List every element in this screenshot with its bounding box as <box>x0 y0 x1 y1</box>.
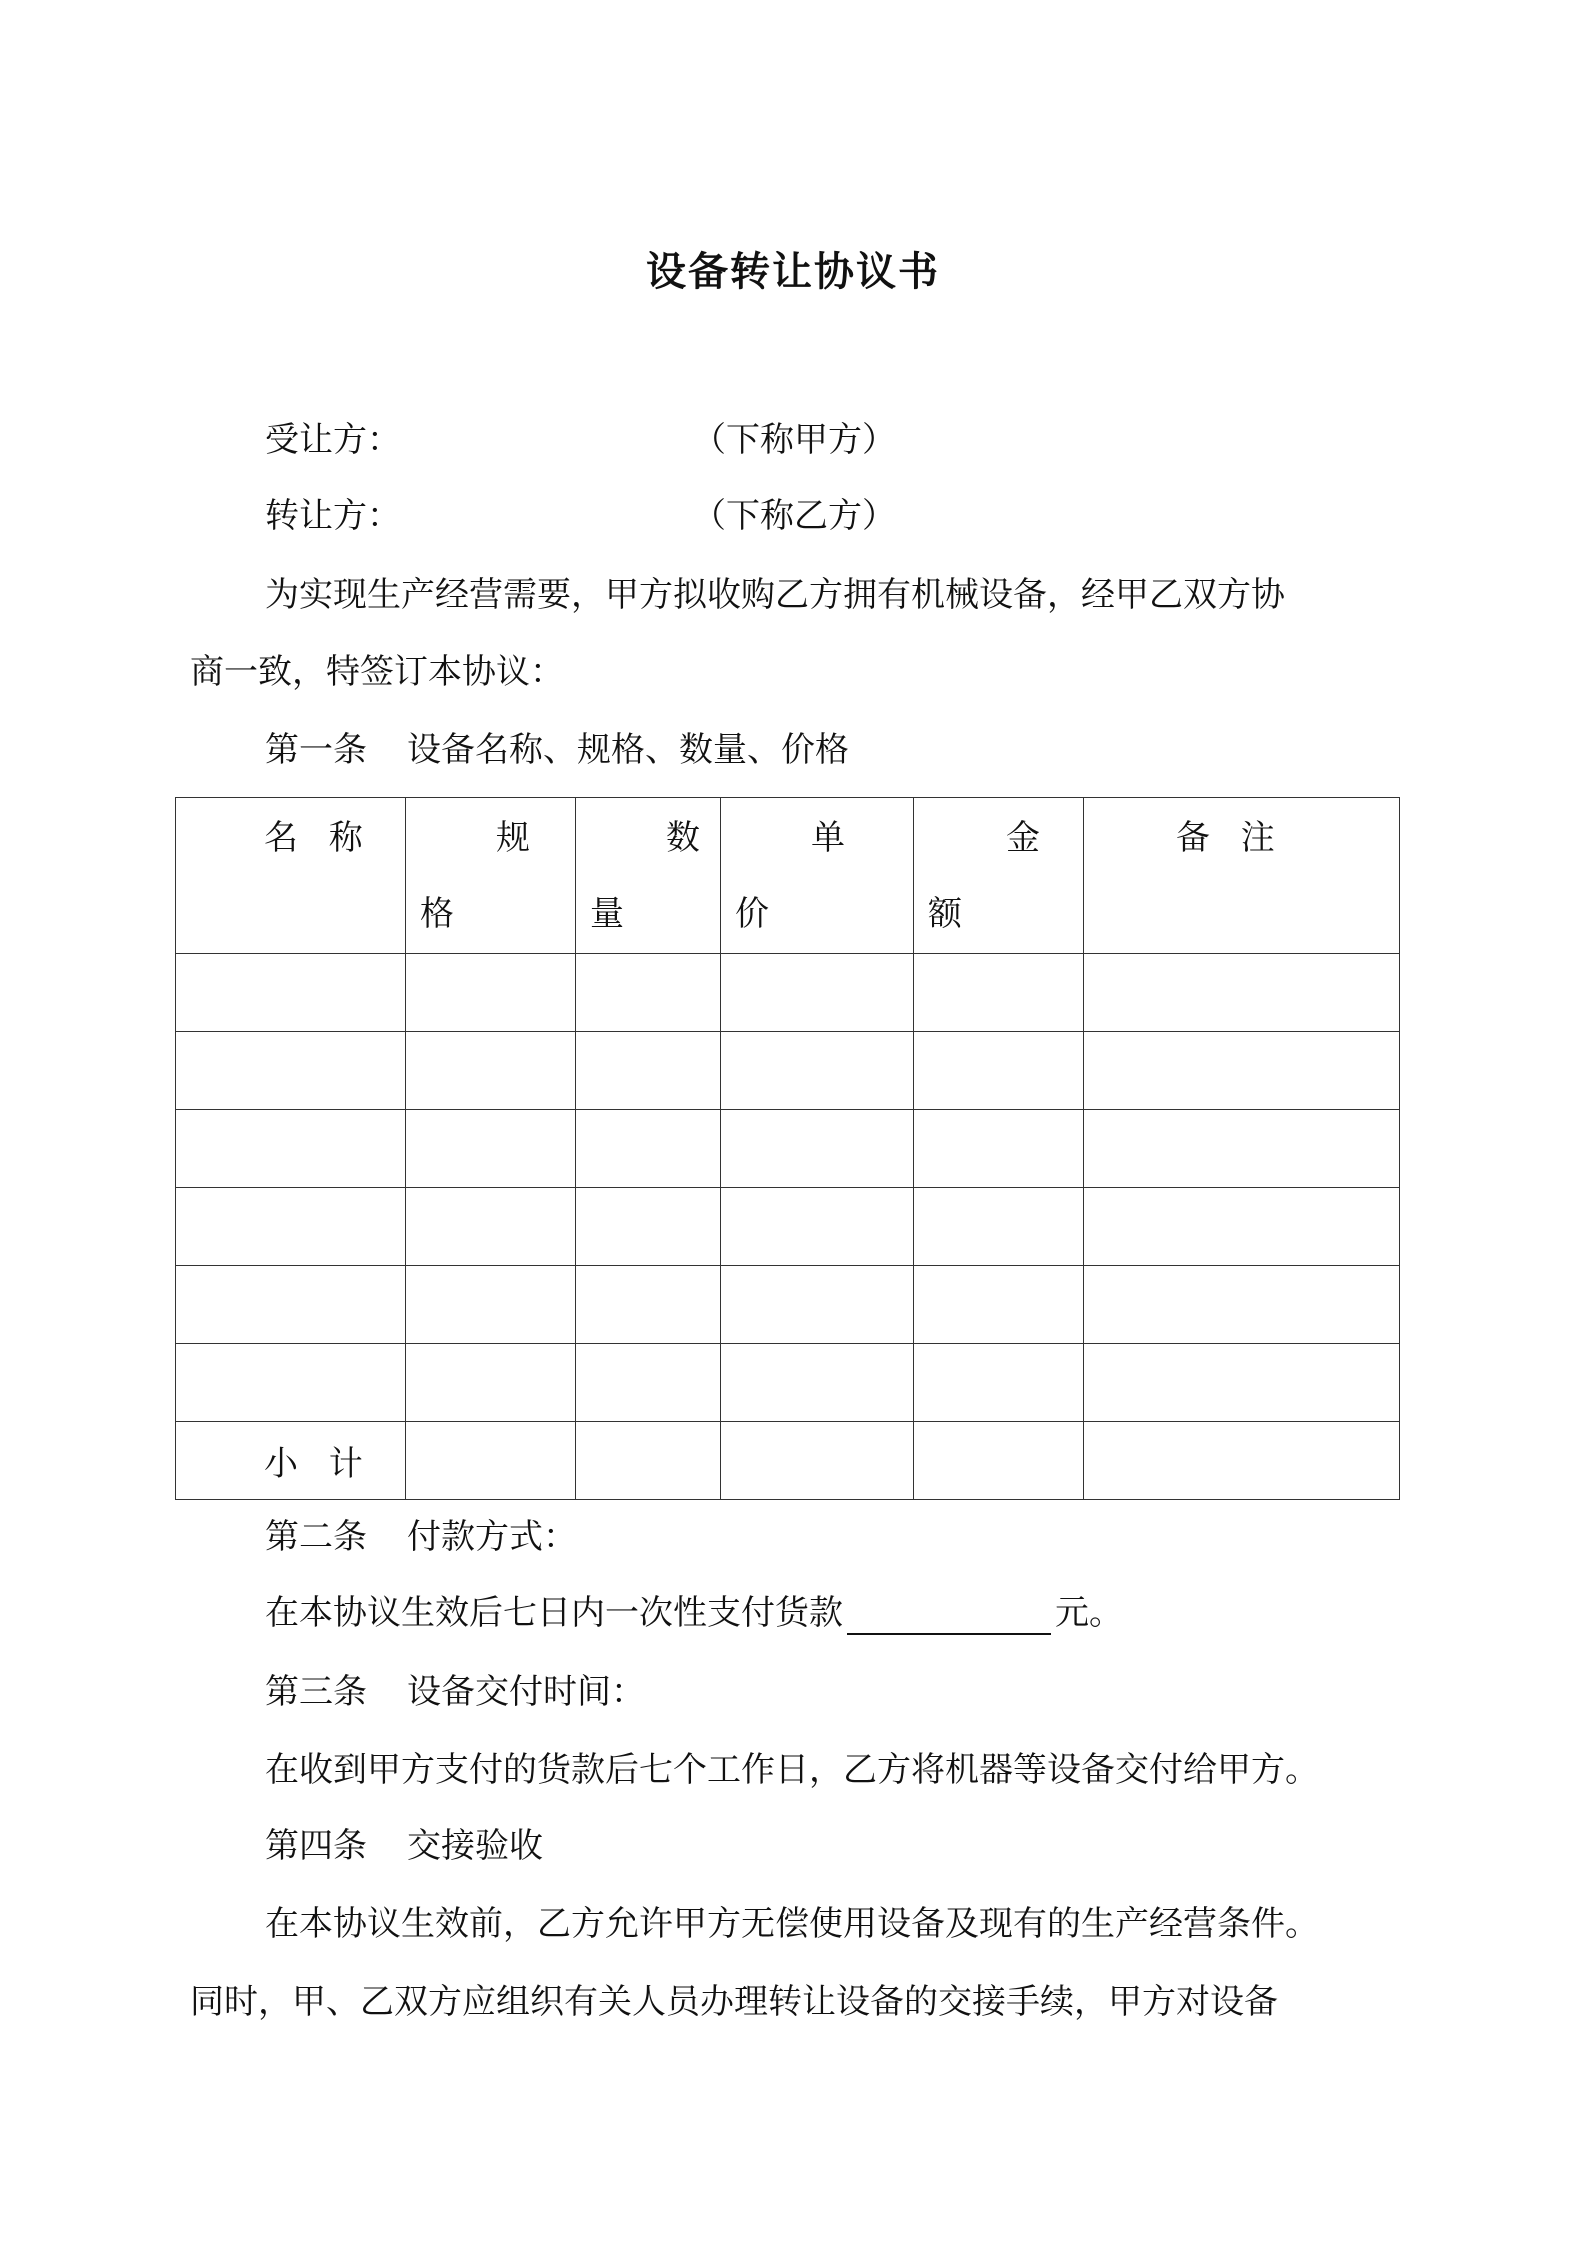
article-3-title: 设备交付时间： <box>407 1672 645 1712</box>
article-2-heading <box>265 1515 577 1559</box>
article-3-heading <box>265 1670 645 1714</box>
article-2-text-a: 在本协议生效后七日内一次性支付货款 <box>265 1593 843 1633</box>
intro-line-1: 为实现生产经营需要，甲方拟收购乙方拥有机械设备，经甲乙双方协 <box>265 575 1285 615</box>
header-quantity-char-2: 量 <box>590 894 624 934</box>
subtotal-label: 小 计 <box>264 1444 373 1484</box>
header-amount-char-1: 金 <box>1006 818 1040 858</box>
transferor-label: 转让方： <box>265 496 401 536</box>
table-row <box>176 1344 1400 1422</box>
article-4-line-2: 同时，甲、乙双方应组织有关人员办理转让设备的交接手续，甲方对设备 <box>190 1982 1278 2022</box>
header-quantity <box>576 798 721 954</box>
table-row <box>176 1110 1400 1188</box>
header-name <box>176 798 406 954</box>
article-4-heading <box>265 1824 543 1868</box>
payment-amount-blank[interactable] <box>847 1595 1051 1635</box>
article-4-title: 交接验收 <box>407 1826 543 1866</box>
header-remark <box>1084 798 1400 954</box>
transferor-note: （下称乙方） <box>692 496 896 536</box>
header-amount <box>914 798 1084 954</box>
header-unit-price <box>721 798 914 954</box>
article-1-title: 设备名称、规格、数量、价格 <box>407 730 849 770</box>
header-unit-price-char-1: 单 <box>811 818 845 858</box>
subtotal-row <box>176 1422 1400 1500</box>
header-spec-char-1: 规 <box>496 818 530 858</box>
header-amount-char-2: 额 <box>928 894 962 934</box>
article-2-text <box>265 1591 1123 1635</box>
intro-line-2: 商一致，特签订本协议： <box>190 652 564 692</box>
article-1-number: 第一条 <box>265 730 367 770</box>
header-name-label: 名 称 <box>264 818 373 858</box>
article-2-title: 付款方式： <box>407 1517 577 1557</box>
table-row <box>176 1032 1400 1110</box>
table-row <box>176 954 1400 1032</box>
table-row <box>176 1266 1400 1344</box>
article-3-number: 第三条 <box>265 1672 367 1712</box>
header-spec <box>406 798 576 954</box>
header-remark-label: 备 注 <box>1176 818 1285 858</box>
article-4-number: 第四条 <box>265 1826 367 1866</box>
article-1-heading <box>265 728 849 772</box>
subtotal-label-cell <box>176 1422 406 1500</box>
article-2-text-b: 元。 <box>1055 1593 1123 1633</box>
header-unit-price-char-2: 价 <box>735 894 769 934</box>
header-quantity-char-1: 数 <box>666 818 700 858</box>
article-2-number: 第二条 <box>265 1517 367 1557</box>
header-spec-char-2: 格 <box>420 894 454 934</box>
article-4-line-1: 在本协议生效前，乙方允许甲方无偿使用设备及现有的生产经营条件。 <box>265 1904 1319 1944</box>
table-header-row <box>176 798 1400 954</box>
document-title: 设备转让协议书 <box>646 249 940 295</box>
article-3-text: 在收到甲方支付的货款后七个工作日，乙方将机器等设备交付给甲方。 <box>265 1750 1319 1790</box>
equipment-table <box>175 797 1400 1500</box>
transferee-label: 受让方： <box>265 420 401 460</box>
transferee-note: （下称甲方） <box>692 420 896 460</box>
table-row <box>176 1188 1400 1266</box>
